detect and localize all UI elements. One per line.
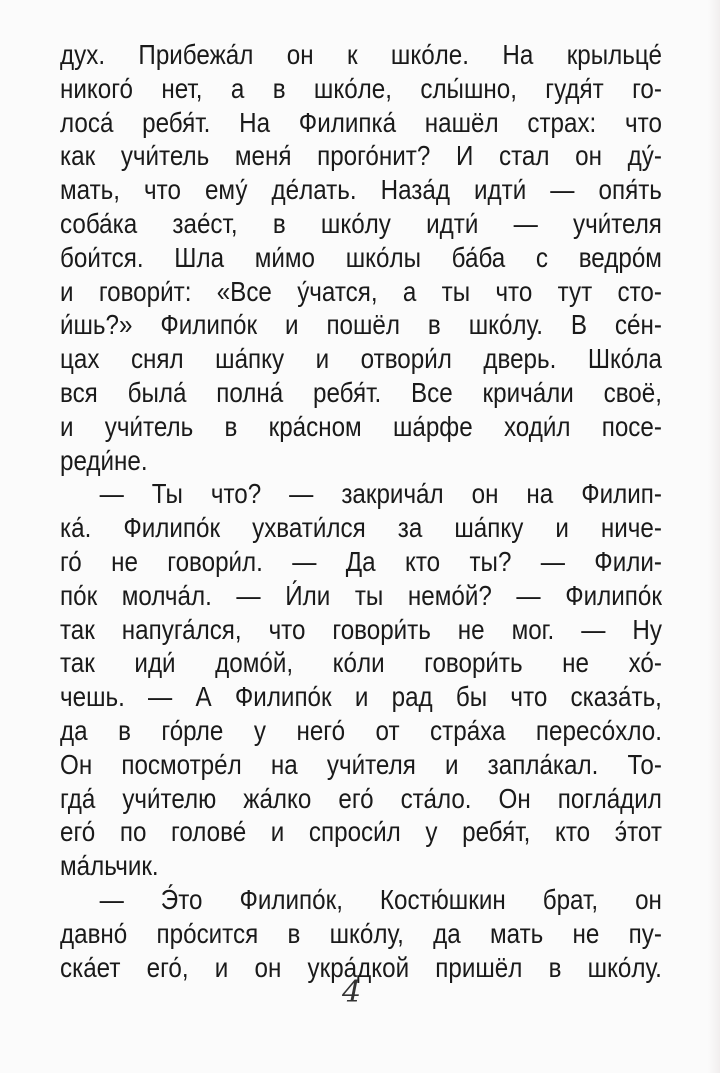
text-line: Он посмотре́л на учи́теля и запла́кал. То- <box>60 748 662 780</box>
text-line: лоса́ ребя́т. На Филипка́ нашёл страх: что <box>60 106 662 138</box>
text-line: и говори́т: «Все у́чатся, а ты что тут сто- <box>60 275 662 307</box>
text-line: так иди́ домо́й, ко́ли говори́ть не хо́- <box>60 647 662 679</box>
text-line: го́ не говори́л. — Да кто ты? — Фили- <box>60 545 662 577</box>
text-line: соба́ка зае́ст, в шко́лу идти́ — учи́теля <box>60 207 662 239</box>
text-line: и учи́тель в кра́сном ша́рфе ходи́л посе- <box>60 410 662 442</box>
text-line: да в го́рле у него́ от стра́ха пересо́хло. <box>60 714 662 746</box>
text-line: мать, что ему́ де́лать. Наза́д идти́ — опя́ть <box>60 174 662 206</box>
page-number: 4 <box>342 975 362 1010</box>
page-edge-shadow <box>708 0 720 1073</box>
text-line: по́к молча́л. — И́ли ты немо́й? — Филипо́к <box>60 579 662 611</box>
text-line-paragraph-end: ма́льчик. <box>60 850 159 882</box>
text-line: так напуга́лся, что говори́ть не мог. — Ну <box>60 613 662 645</box>
text-line: ка́. Филипо́к ухвати́лся за ша́пку и ниче- <box>60 512 662 544</box>
text-line: гда́ учи́телю жа́лко его́ ста́ло. Он погла́дил <box>60 782 662 814</box>
text-line: его́ по голове́ и спроси́л у ребя́т, кто э́тот <box>60 816 662 848</box>
text-line: давно́ про́сится в шко́лу, да мать не пу- <box>60 917 662 949</box>
text-line-paragraph-start: — Ты что? — закрича́л он на Филип- <box>99 478 662 510</box>
text-line: вся была́ полна́ ребя́т. Все крича́ли своё, <box>60 376 662 408</box>
text-line: бои́тся. Шла ми́мо шко́лы ба́ба с ведро́м <box>60 241 662 273</box>
text-line-paragraph-start: — Э́то Филипо́к, Костю́шкин брат, он <box>99 883 662 915</box>
text-line: дух. Прибежа́л он к шко́ле. На крыльце́ <box>60 39 662 70</box>
text-line: как учи́тель меня́ прого́нит? И стал он ду́- <box>60 140 662 172</box>
text-line-paragraph-end: реди́не. <box>60 444 148 476</box>
text-line: никого́ нет, а в шко́ле, слы́шно, гудя́т го- <box>60 72 662 104</box>
page-body-text <box>60 38 662 984</box>
text-line: ска́ет его́, и он укра́дкой пришёл в шко́лу. <box>60 951 662 983</box>
text-line: чешь. — А Филипо́к и рад бы что сказа́ть, <box>60 681 662 713</box>
text-line: цах снял ша́пку и отвори́л дверь. Шко́ла <box>60 343 662 375</box>
text-line: и́шь?» Филипо́к и пошёл в шко́лу. В се́н- <box>60 309 662 341</box>
